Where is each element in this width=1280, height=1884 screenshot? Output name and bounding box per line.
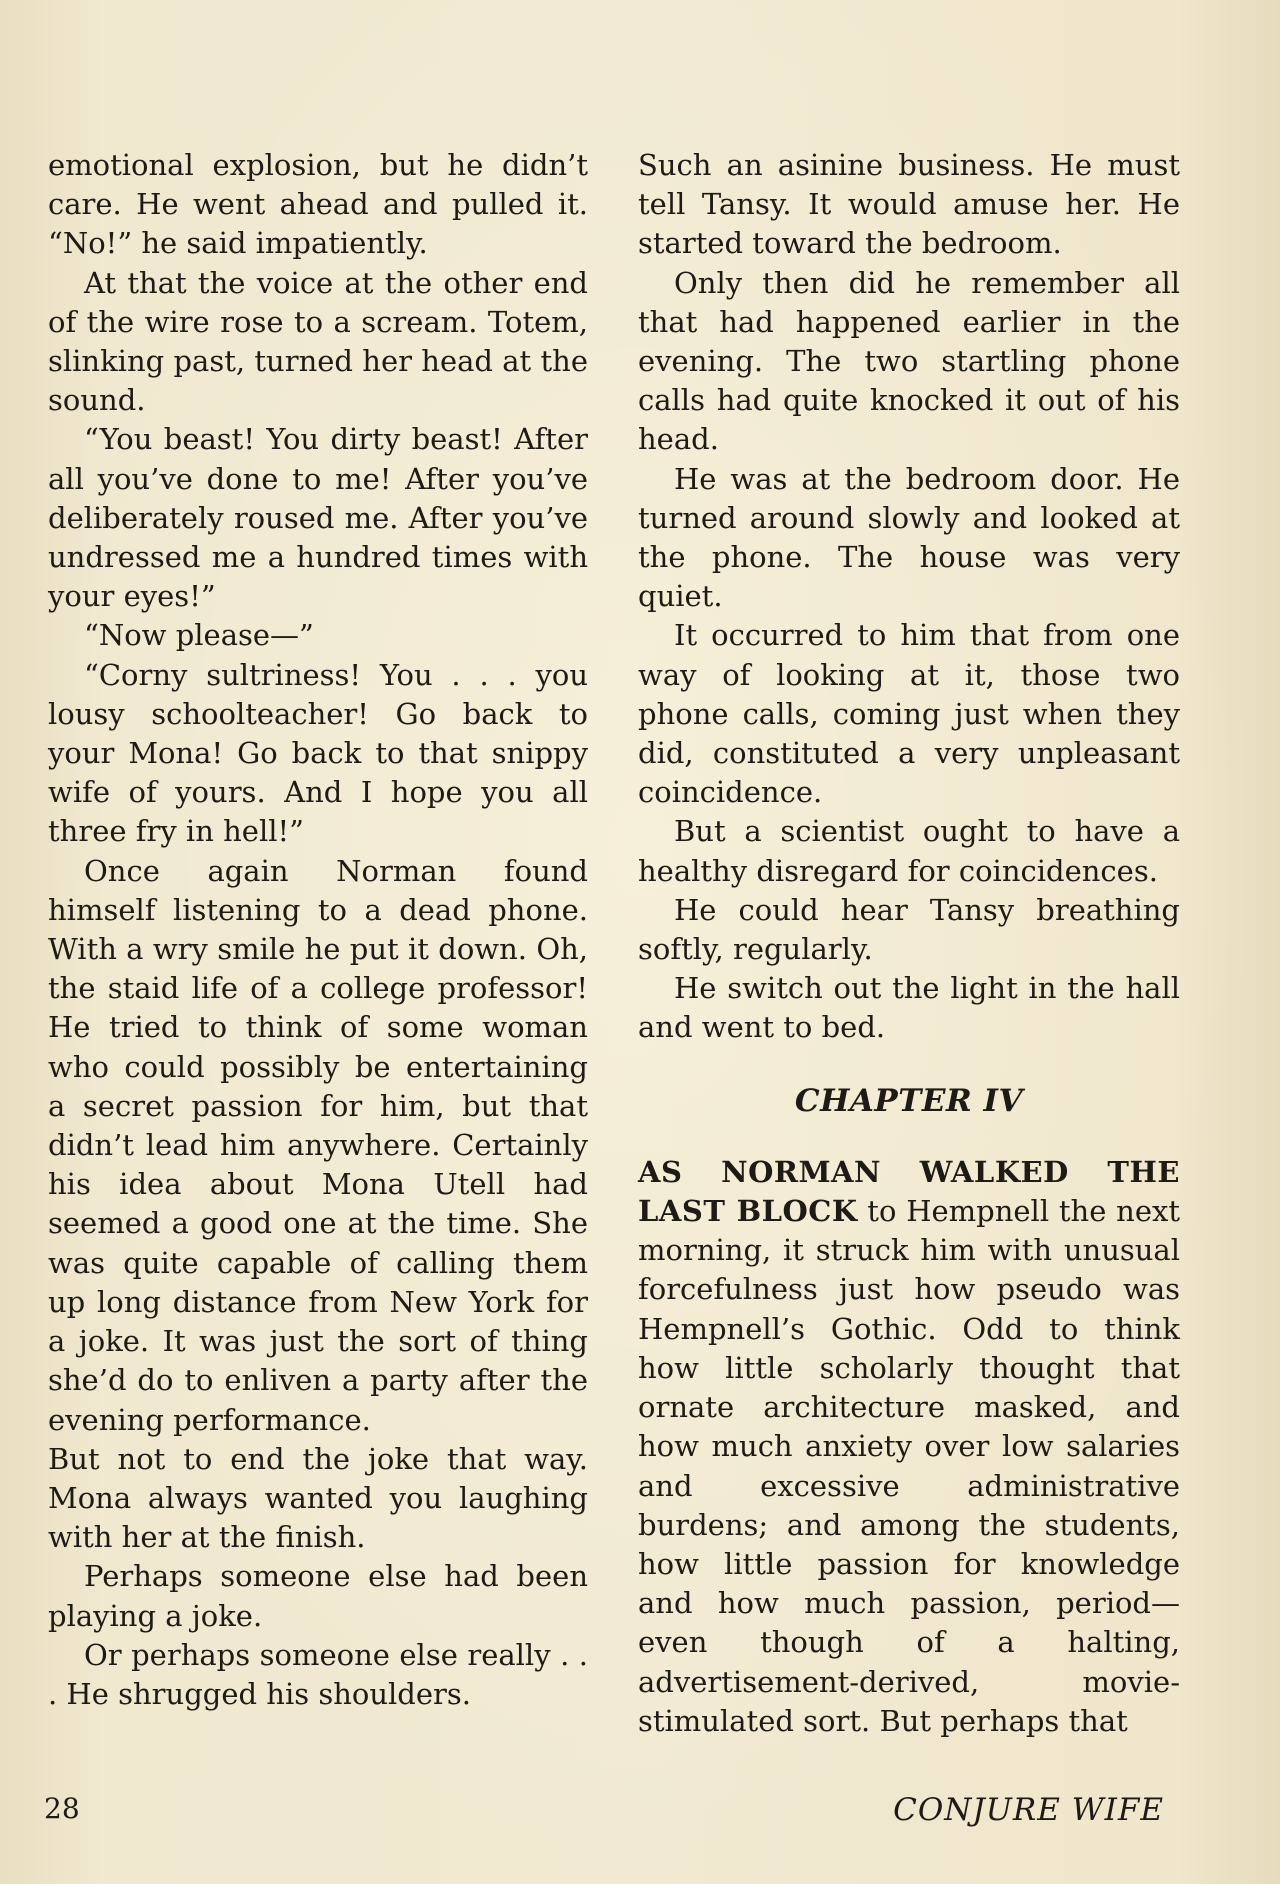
chapter-opening-text: to Hempnell the next morning, it struck him with unusual forcefulness just how pseudo was Hempnell’s Gothic. Odd to think how little scholarly thought that ornate architecture masked, and how much anxiety over low salaries and excessive administrative burdens; and among the students, how little passion for knowledge and how much passion, period—even though of a halting, advertisement-derived, movie-stimulated sort. But perhaps that: [638, 1194, 1181, 1738]
paragraph: “Corny sultriness! You . . . you lousy schoolteacher! Go back to your Mona! Go back to that snippy wife of yours. And I hope you all three fry in hell!”: [48, 657, 588, 849]
paragraph: Perhaps someone else had been playing a joke.: [48, 1559, 588, 1633]
paragraph: At that the voice at the other end of the wire rose to a scream. Totem, slinking past, turned her head at the sound.: [48, 265, 588, 418]
paragraph: Or perhaps someone else really . . . He shrugged his shoulders.: [48, 1637, 588, 1711]
paragraph: It occurred to him that from one way of looking at it, those two phone calls, coming just when they did, constituted a very unpleasant coincidence.: [638, 618, 1180, 810]
paragraph: “Now please—”: [84, 618, 314, 653]
running-title: CONJURE WIFE: [893, 1792, 1164, 1828]
right-column: [638, 146, 1180, 1741]
paragraph: But not to end the joke that way. Mona always wanted you laughing with her at the finish.: [48, 1441, 588, 1555]
paragraph: He switch out the light in the hall and went to bed.: [638, 971, 1180, 1045]
paragraph: Once again Norman found himself listening to a dead phone. With a wry smile he put it down. Oh, the staid life of a college professor! He tried to think of some woman who could possibly be entertaining a secret passion for him, but that didn’t lead him anywhere. Certainly his idea about Mona Utell had seemed a good one at the time. She was quite capable of calling them up long distance from New York for a joke. It was just the sort of thing she’d do to enliven a party after the evening performance.: [48, 853, 588, 1437]
chapter-lead-in: AS NORMAN WALKED THE LAST BLOCK: [638, 1154, 1180, 1229]
paragraph: He could hear Tansy breathing softly, regularly.: [638, 892, 1180, 967]
chapter-heading: CHAPTER IV: [794, 1082, 1024, 1119]
paragraph: Only then did he remember all that had happened earlier in the evening. The two startling phone calls had quite knocked it out of his head.: [638, 265, 1180, 457]
paragraph: “You beast! You dirty beast! After all you’ve done to me! After you’ve deliberately roused me. After you’ve undressed me a hundred times with your eyes!”: [48, 422, 588, 614]
paragraph: He was at the bedroom door. He turned around slowly and looked at the phone. The house was very quiet.: [638, 461, 1180, 614]
paragraph: emotional explosion, but he didn’t care. He went ahead and pulled it. “No!” he said impatiently.: [48, 148, 588, 261]
left-column: [48, 146, 588, 1714]
paragraph: Such an asinine business. He must tell Tansy. It would amuse her. He started toward the bedroom.: [638, 148, 1180, 261]
paragraph: But a scientist ought to have a healthy disregard for coincidences.: [638, 814, 1180, 888]
chapter-opening-paragraph: [638, 1153, 1180, 1741]
page-number: 28: [44, 1792, 80, 1825]
